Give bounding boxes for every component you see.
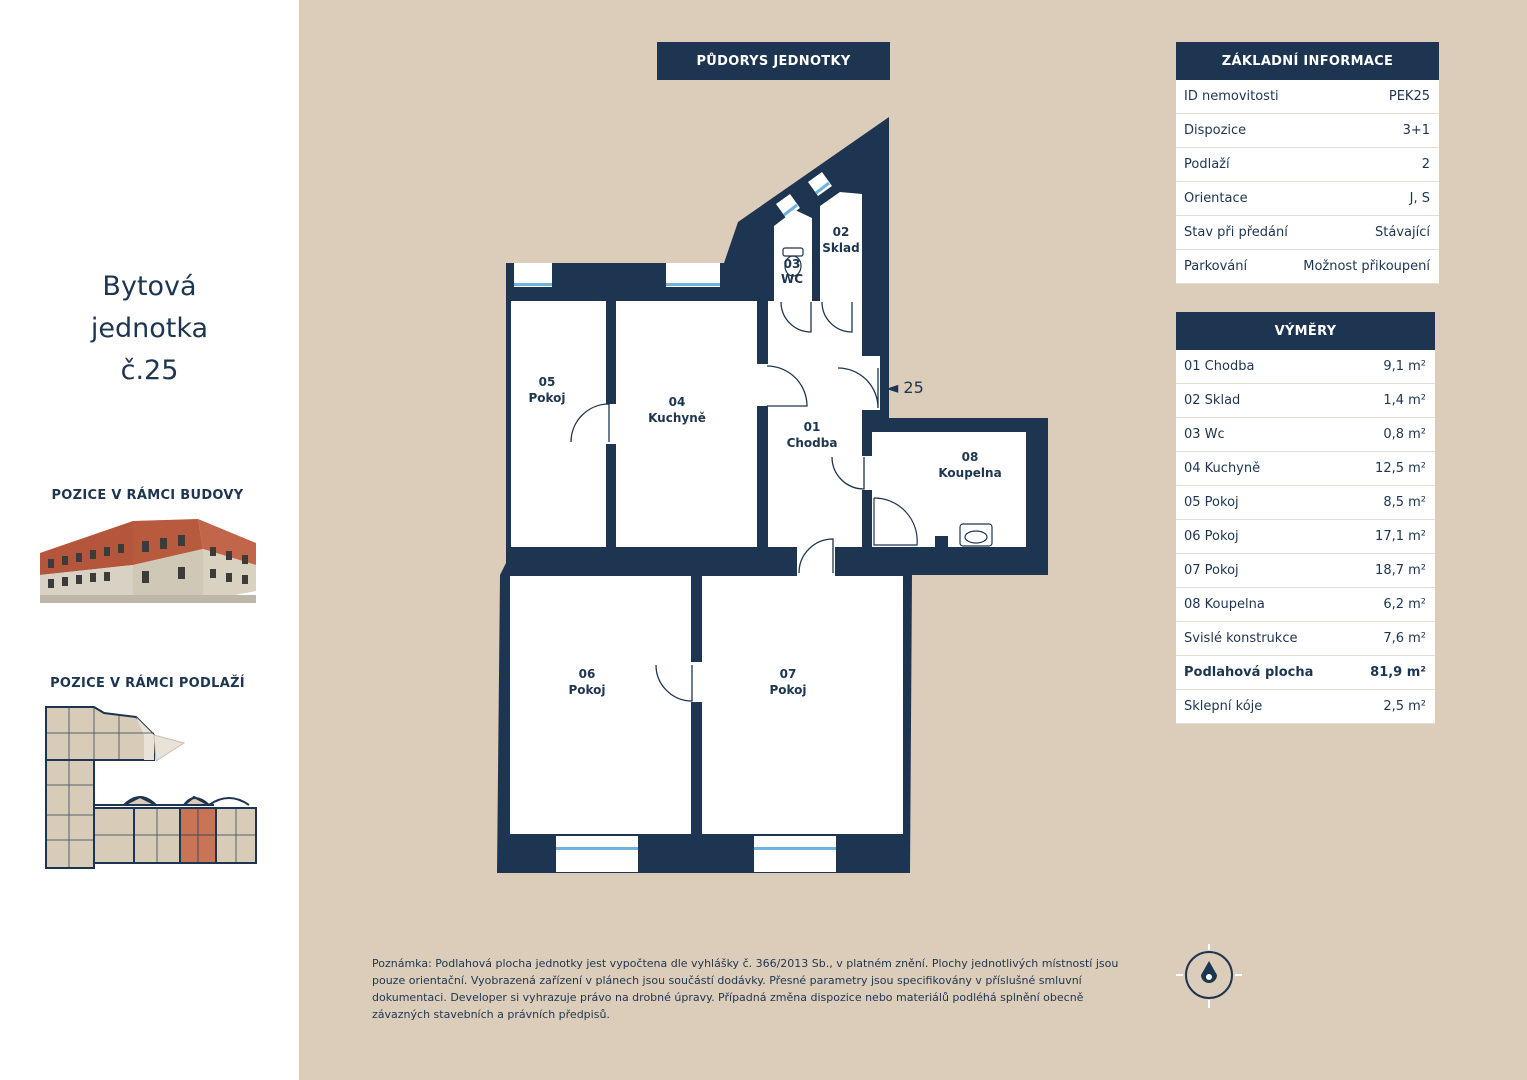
area-row: [1176, 690, 1435, 724]
area-label: 03 Wc: [1184, 427, 1225, 442]
info-value: Možnost přikoupení: [1303, 259, 1430, 274]
floor-position-label: POZICE V RÁMCI PODLAŽÍ: [50, 676, 245, 691]
unit-title: [0, 266, 299, 392]
unit-title-line: č.25: [120, 355, 179, 386]
area-row: [1176, 452, 1435, 486]
room-label-name: Koupelna: [938, 466, 1002, 480]
area-label: 07 Pokoj: [1184, 563, 1239, 578]
floor-plan: [490, 110, 1060, 885]
area-label: 05 Pokoj: [1184, 495, 1239, 510]
area-value: 7,6 m²: [1383, 631, 1426, 646]
area-value: 6,2 m²: [1383, 597, 1426, 612]
area-row-total: [1176, 656, 1435, 690]
unit-title-line: Bytová: [102, 271, 197, 302]
info-label: Parkování: [1184, 259, 1248, 274]
areas-header: VÝMĚRY: [1176, 312, 1435, 350]
room-label-name: WC: [780, 272, 804, 286]
area-row: [1176, 384, 1435, 418]
area-label: 04 Kuchyně: [1184, 461, 1261, 476]
floor-position-plan: [44, 705, 260, 871]
area-value: 17,1 m²: [1375, 529, 1426, 544]
room-label-num: 04: [668, 395, 686, 409]
room-08-floor: [872, 432, 1026, 547]
room-label-name: Pokoj: [769, 683, 807, 697]
area-label: Sklepní kóje: [1184, 699, 1263, 714]
room-07-floor: [702, 576, 903, 834]
info-value: PEK25: [1388, 89, 1430, 104]
info-row: [1176, 148, 1439, 182]
area-row: [1176, 554, 1435, 588]
area-label: 08 Koupelna: [1184, 597, 1265, 612]
areas-panel: [1176, 312, 1435, 724]
area-value: 2,5 m²: [1383, 699, 1426, 714]
area-label: Svislé konstrukce: [1184, 631, 1298, 646]
area-value: 0,8 m²: [1383, 427, 1426, 442]
info-label: Stav při předání: [1184, 225, 1288, 240]
building-position-label: POZICE V RÁMCI BUDOVY: [51, 488, 244, 503]
area-label: 01 Chodba: [1184, 359, 1255, 374]
area-value: 81,9 m²: [1370, 665, 1426, 680]
room-label-num: 06: [578, 667, 596, 681]
building-image: [38, 515, 260, 607]
info-row: [1176, 216, 1439, 250]
area-value: 12,5 m²: [1375, 461, 1426, 476]
room-06-floor: [510, 576, 691, 834]
room-label-num: 03: [783, 257, 801, 271]
area-row: [1176, 350, 1435, 384]
info-label: Dispozice: [1184, 123, 1247, 138]
area-row: [1176, 418, 1435, 452]
room-label-num: 02: [832, 225, 850, 239]
area-value: 9,1 m²: [1383, 359, 1426, 374]
area-value: 18,7 m²: [1375, 563, 1426, 578]
area-label: 02 Sklad: [1184, 393, 1241, 408]
area-row: [1176, 486, 1435, 520]
basic-info-header: ZÁKLADNÍ INFORMACE: [1176, 42, 1439, 80]
area-label: 06 Pokoj: [1184, 529, 1239, 544]
info-value: 2: [1421, 157, 1430, 172]
area-label: Podlahová plocha: [1184, 665, 1314, 680]
room-label-name: Pokoj: [528, 391, 566, 405]
floor-plan-header: PŮDORYS JEDNOTKY: [657, 42, 890, 80]
room-label-num: 05: [538, 375, 556, 389]
info-value: Stávající: [1375, 225, 1430, 240]
room-label-name: Kuchyně: [648, 411, 706, 425]
area-value: 1,4 m²: [1383, 393, 1426, 408]
room-label-num: 01: [803, 420, 821, 434]
area-row: [1176, 622, 1435, 656]
info-row: [1176, 182, 1439, 216]
room-label-name: Sklad: [822, 241, 860, 255]
info-row: [1176, 114, 1439, 148]
info-row: [1176, 80, 1439, 114]
area-value: 8,5 m²: [1383, 495, 1426, 510]
compass-icon: [1174, 942, 1244, 1012]
info-label: Orientace: [1184, 191, 1248, 206]
room-label-name: Chodba: [786, 436, 838, 450]
info-label: ID nemovitosti: [1184, 89, 1279, 104]
room-05-floor: [511, 301, 606, 547]
basic-info-panel: [1176, 42, 1439, 284]
info-value: 3+1: [1402, 123, 1430, 138]
info-label: Podlaží: [1184, 157, 1230, 172]
room-label-num: 07: [779, 667, 797, 681]
area-row: [1176, 588, 1435, 622]
room-label-num: 08: [961, 450, 979, 464]
unit-title-line: jednotka: [90, 313, 209, 344]
entrance-label: ◄ 25: [886, 378, 924, 397]
area-row: [1176, 520, 1435, 554]
footnote: Poznámka: Podlahová plocha jednotky jest vypočtena dle vyhlášky č. 366/2013 Sb., v platném znění. Plochy jednotlivých místností jsou pouze orientační. Vyobrazená zařízení v plánech jsou součástí dodávky. Přesné parametry jsou specifikovány v příslušné smluvní dokumentaci. Developer si vyhrazuje právo na drobné úpravy. Případná změna dispozice nebo materiálů podléhá splnění obecně závazných stavebních a právních předpisů.: [372, 957, 1119, 1021]
info-value: J, S: [1409, 191, 1430, 206]
room-label-name: Pokoj: [568, 683, 606, 697]
info-row: [1176, 250, 1439, 284]
left-sidebar: [0, 0, 299, 1080]
